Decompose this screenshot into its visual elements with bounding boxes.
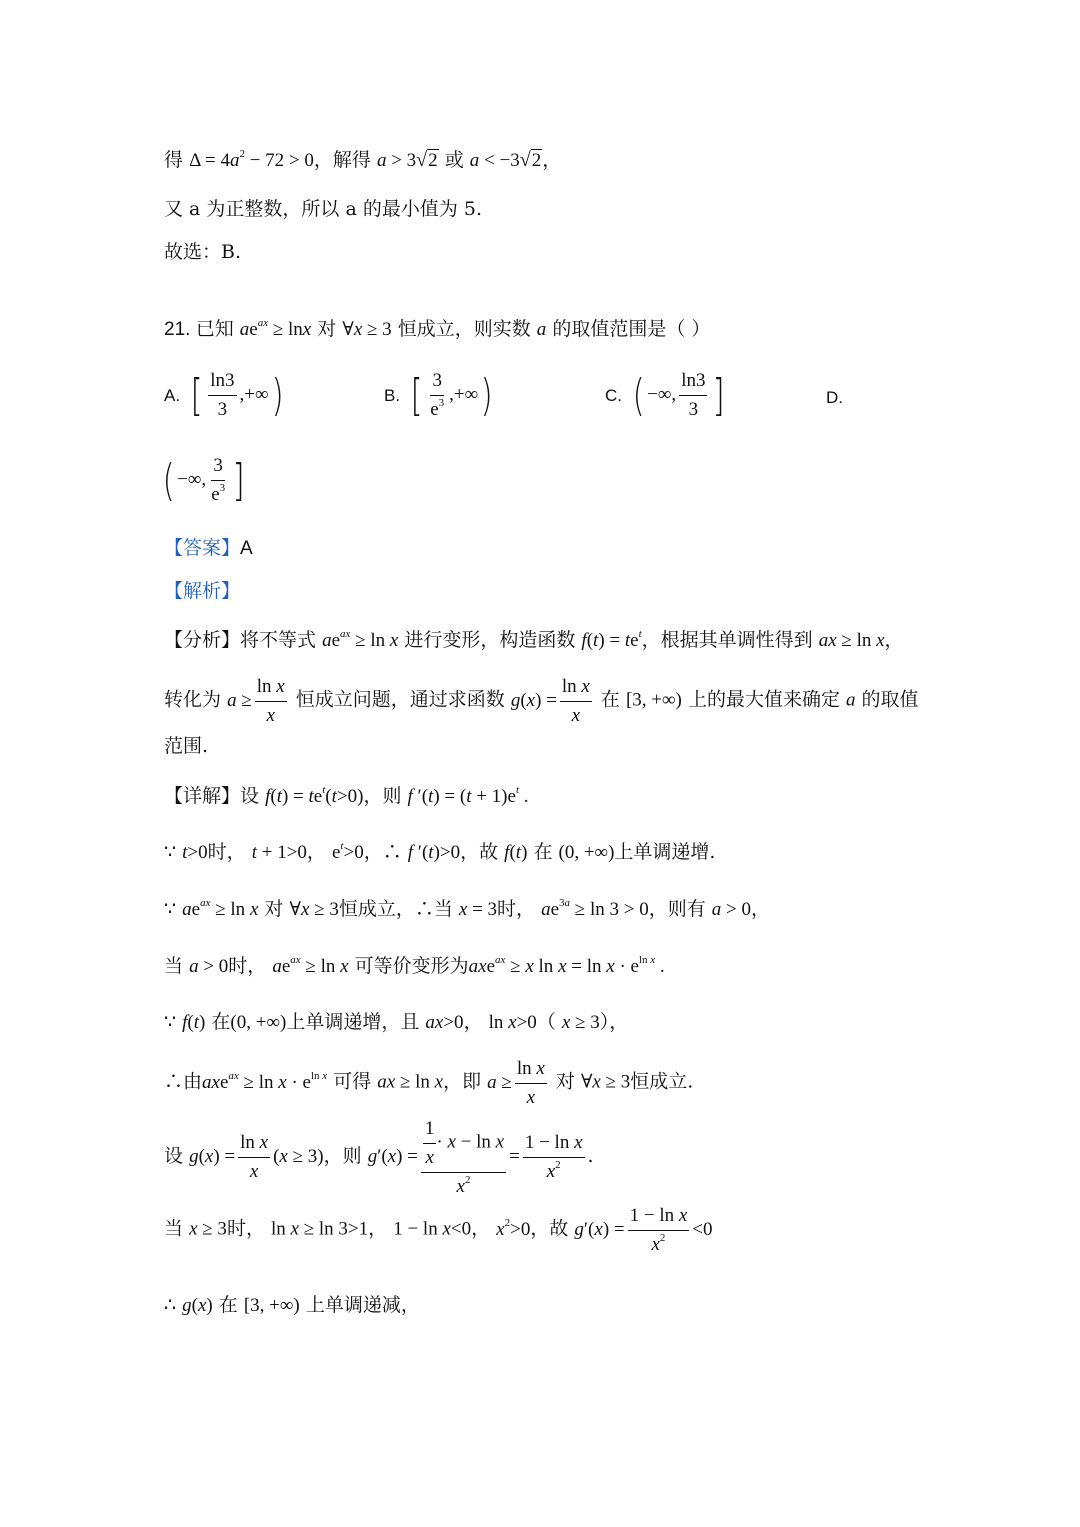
solution-line-delta: 得 $\Delta = 4a^2 - 72 > 0$，解得 a > 3√2 或 a < −3√2， (164, 148, 562, 171)
fenxi-line-3: 范围. (164, 735, 209, 757)
answer-value: A (240, 538, 253, 559)
option-c[interactable]: C. ( −∞, $\frac{\ln 3}{3}$ ] (605, 370, 726, 421)
xiangjie-line-3: ∵ $ae^{ax} \ge \ln x$ 对 ∀x ≥ 3恒成立，∴当 x = 3时， $ae^{3a} \ge \ln 3 > 0$，则有 a > 0， (164, 897, 771, 920)
fenxi-line-2: 转化为 a ≥ $\frac{\text{ln x}}{x}$ 恒成立问题，通过求函数 g(x) = $\frac{\text{ln x}}{x}$ 在 [3, +∞) 上的最大值来确定 a 的取值 (164, 676, 919, 726)
solution-line-min-value: 又 a 为正整数，所以 a 的最小值为 5. (164, 198, 482, 220)
analysis-label: 【解析】 (164, 580, 241, 602)
xiangjie-line-9: ∴ g(x) 在 [3, +∞) 上单调递减， (164, 1294, 420, 1316)
xiangjie-line-2: ∵ t>0时， t + 1>0， $e^t>0$，∴ f ′(t)>0，故 f(t) 在 (0, +∞)上单调递增. (164, 840, 716, 863)
option-b[interactable]: B. [ $\frac{3}{e^3}$ ,+∞) (384, 370, 493, 421)
question-21: 21. 已知 $ae^{ax} \ge \ln x$ 对 ∀x ≥ 3 恒成立，则实数 a 的取值范围是（ ） (164, 317, 711, 340)
xiangjie-line-5: ∵ f(t) 在(0, +∞)上单调递增，且 ax>0， ln x>0（ x ≥ 3）， (164, 1011, 629, 1033)
xiangjie-line-8: 当 x ≥ 3时， ln x ≥ ln 3>1， 1 − ln x<0， $x^2>0$，故 g′(x) = $\frac{\text{1 − ln x}}{x^2}$ <0 (164, 1205, 713, 1255)
answer-line (164, 539, 253, 558)
option-d[interactable]: D. (826, 388, 843, 407)
xiangjie-line-7: 设 g(x) = $\frac{\text{ln x}}{x}$ (x ≥ 3)，则 g′(x) = $\frac{1}{x}$ · x − ln x $x^2$ = $\frac{\text{1 − ln x}}{x^2}$ . (164, 1118, 594, 1197)
option-d-content: ( −∞, $\frac{3}{e^3}$ ] (162, 455, 245, 506)
fenxi-line-1: 【分析】将不等式 $ae^{ax} \ge \ln x$ 进行变形，构造函数 $f(t) = te^t$，根据其单调性得到 ax ≥ ln x， (164, 628, 904, 651)
xiangjie-line-6: ∴由$axe^{ax} \ge \ln x \cdot e^{ln x}$ 可得 ax ≥ ln x，即 a ≥ $\frac{\text{ln x}}{x}$ 对 ∀x ≥ 3恒成立. (164, 1058, 694, 1108)
xiangjie-line-1: 【详解】设 $f(t) = te^t(t>0)$，则 f $'(t) = (t + 1)e^t$ . (164, 784, 529, 807)
xiangjie-line-4: 当 a > 0时， $ae^{ax} \ge \ln x$ 可等价变形为axe$^{ax}$ ≥ x $\ln x = \ln x \cdot e^{ln x}$ . (164, 954, 665, 977)
solution-line-choice: 故选：B. (164, 241, 242, 263)
answer-label: 【答案】 (164, 537, 241, 559)
option-a[interactable]: A. [ $\frac{\ln 3}{3}$ ,+∞) (164, 370, 284, 421)
